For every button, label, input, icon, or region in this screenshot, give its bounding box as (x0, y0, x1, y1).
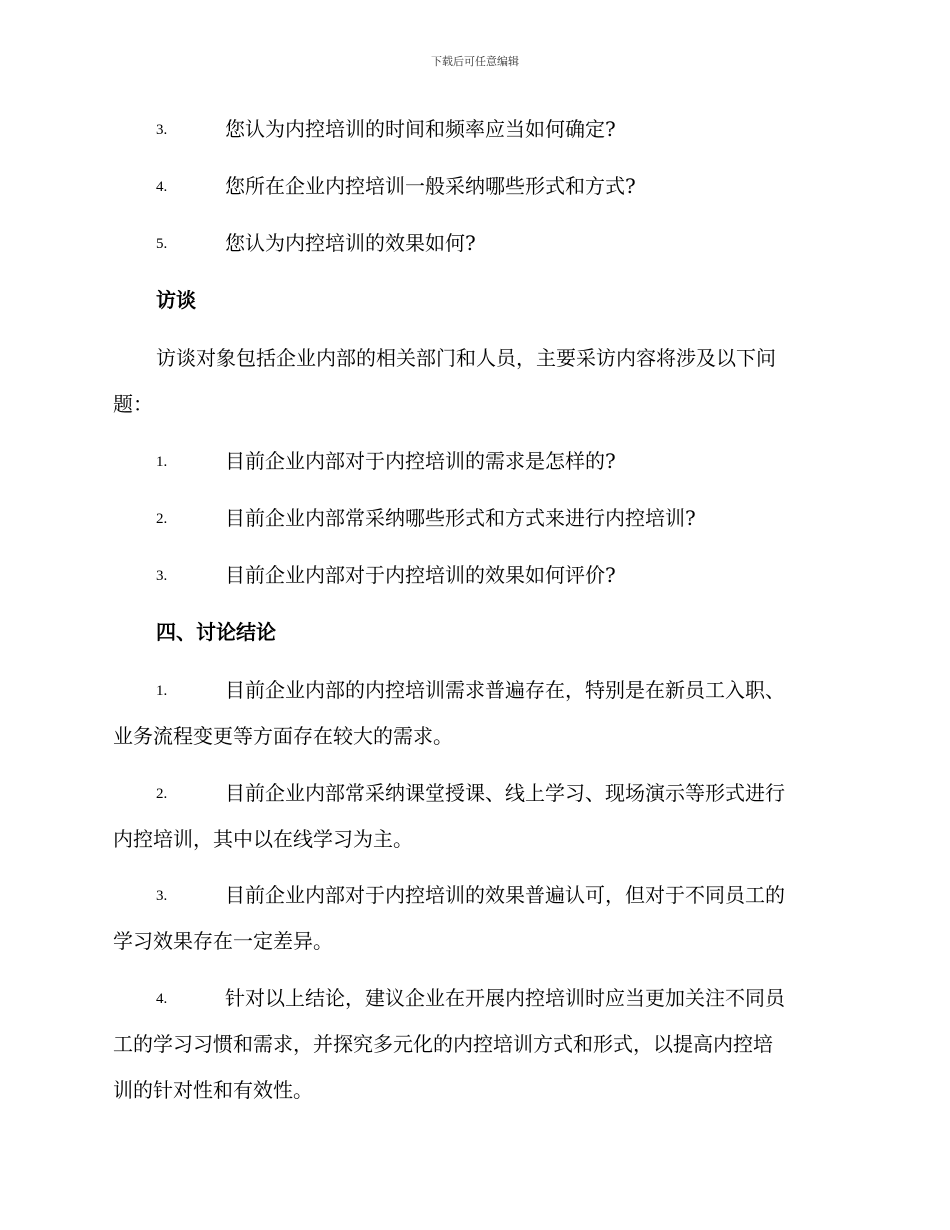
question-number: 1. (156, 454, 168, 470)
question-text: 目前企业内部对于内控培训的需求是怎样的? (225, 449, 616, 473)
conclusion-text-line: 目前企业内部的内控培训需求普遍存在，特别是在新员工入职、 (225, 678, 785, 702)
question-text: 您认为内控培训的时间和频率应当如何确定? (225, 117, 616, 141)
question-number: 3. (156, 122, 168, 138)
conclusion-text-line: 针对以上结论，建议企业在开展内控培训时应当更加关注不同员 (225, 986, 785, 1010)
conclusion-text-continuation: 业务流程变更等方面存在较大的需求。 (113, 724, 453, 748)
conclusion-number: 1. (156, 683, 168, 699)
conclusion-text-continuation: 工的学习习惯和需求，并探究多元化的内控培训方式和形式，以提高内控培 (113, 1032, 773, 1056)
question-number: 4. (156, 179, 168, 195)
page-header: 下载后可任意编辑 (431, 55, 519, 68)
question-number: 5. (156, 236, 168, 252)
question-text: 您认为内控培训的效果如何? (225, 231, 476, 255)
section-heading-conclusion: 四、讨论结论 (156, 620, 276, 644)
question-number: 2. (156, 511, 168, 527)
question-text: 您所在企业内控培训一般采纳哪些形式和方式? (225, 174, 636, 198)
conclusion-number: 2. (156, 786, 168, 802)
question-text: 目前企业内部对于内控培训的效果如何评价? (225, 563, 616, 587)
question-number: 3. (156, 568, 168, 584)
conclusion-text-continuation: 训的针对性和有效性。 (113, 1078, 313, 1102)
question-text: 目前企业内部常采纳哪些形式和方式来进行内控培训? (225, 506, 696, 530)
interview-intro-continuation: 题： (113, 392, 153, 416)
conclusion-number: 3. (156, 888, 168, 904)
conclusion-text-line: 目前企业内部对于内控培训的效果普遍认可，但对于不同员工的 (225, 883, 785, 907)
section-heading-interview: 访谈 (156, 288, 196, 312)
interview-intro-line: 访谈对象包括企业内部的相关部门和人员，主要采访内容将涉及以下问 (156, 346, 776, 370)
conclusion-text-continuation: 学习效果存在一定差异。 (113, 929, 333, 953)
conclusion-text-line: 目前企业内部常采纳课堂授课、线上学习、现场演示等形式进行 (225, 781, 785, 805)
conclusion-number: 4. (156, 991, 168, 1007)
conclusion-text-continuation: 内控培训，其中以在线学习为主。 (113, 827, 413, 851)
